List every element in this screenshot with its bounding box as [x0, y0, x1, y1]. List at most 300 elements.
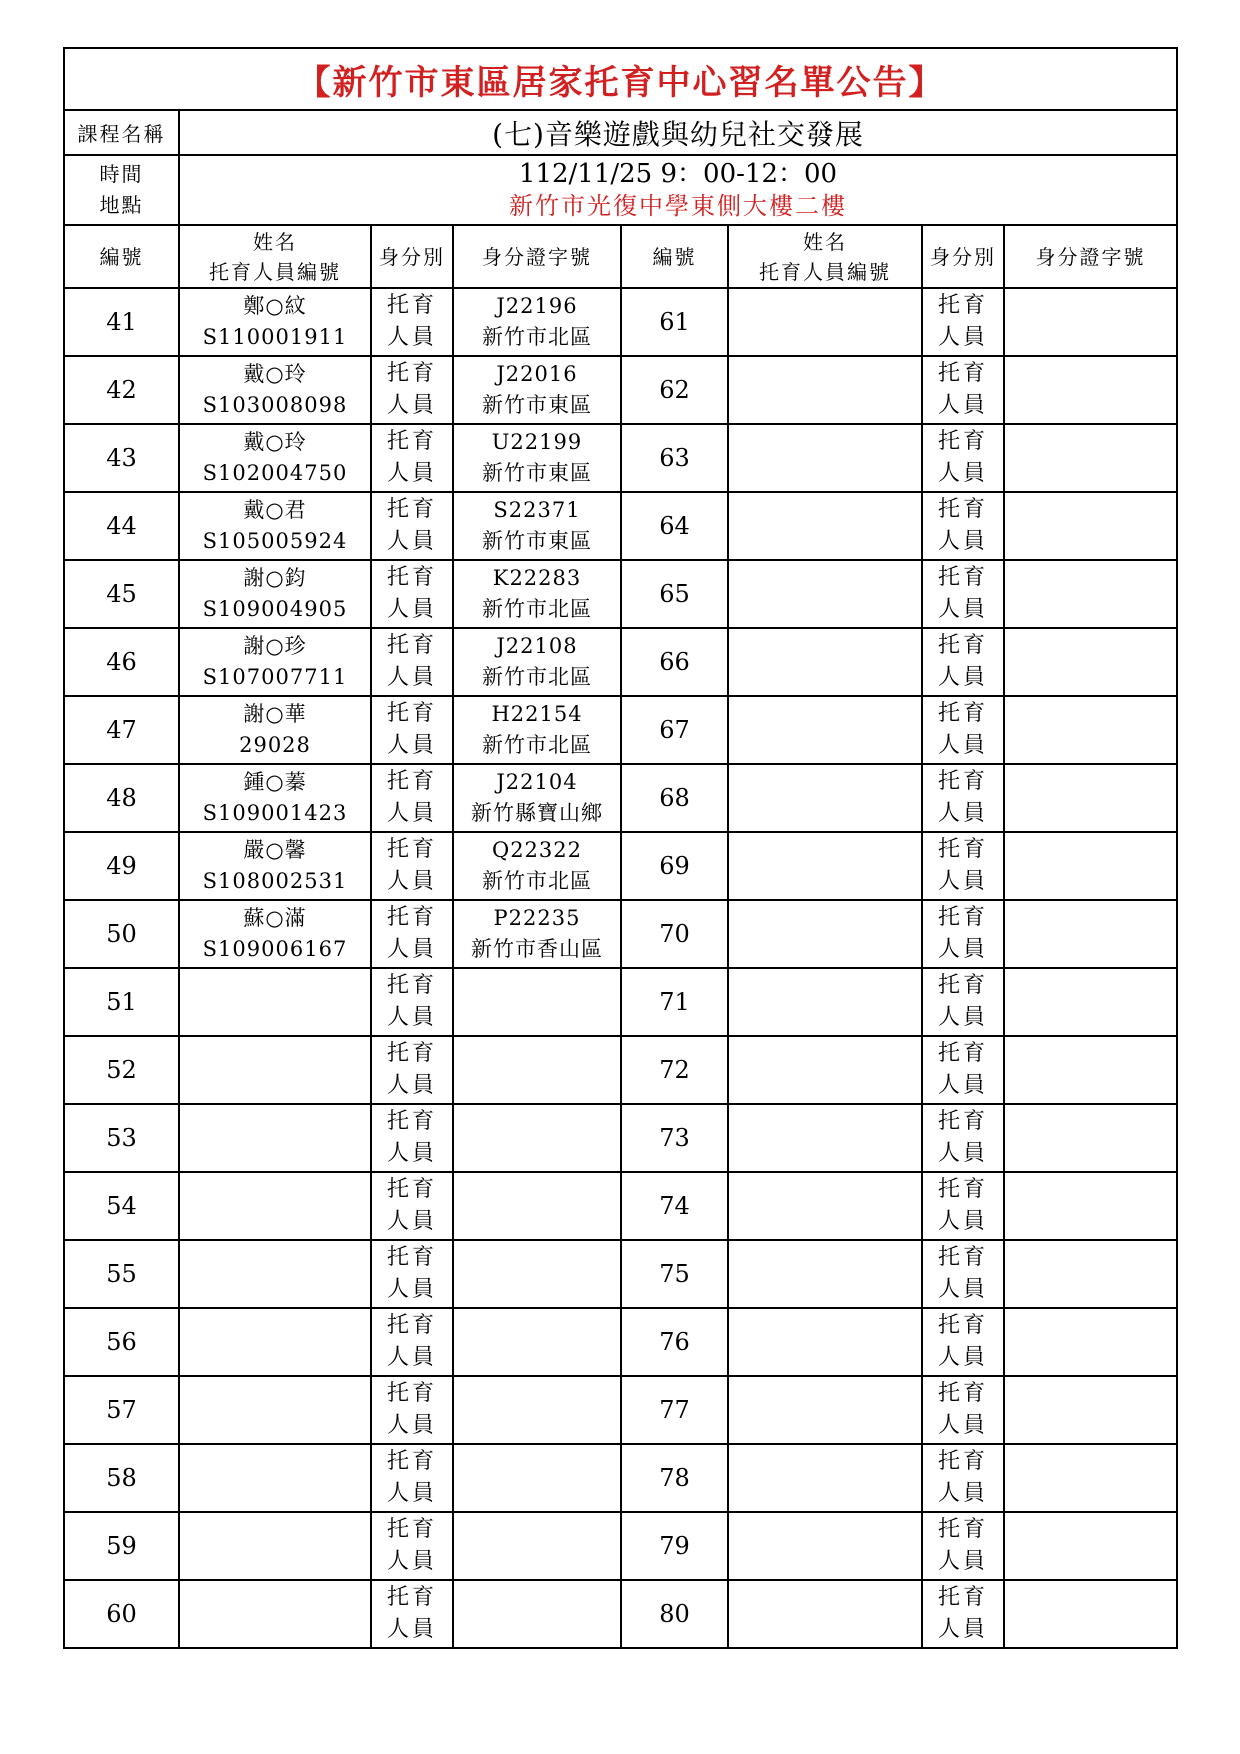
- id-number-cell-2: [1004, 764, 1177, 832]
- identity-line-1: 托育: [937, 1381, 988, 1406]
- row-number-2: 65: [621, 560, 728, 628]
- id-number: S22371: [493, 498, 581, 522]
- row-number-2: 64: [621, 492, 728, 560]
- time-label: 時間: [99, 162, 144, 186]
- identity-cell: [371, 696, 453, 764]
- identity-cell: [371, 1172, 453, 1240]
- row-number-2: 61: [621, 288, 728, 356]
- identity-cell: [371, 424, 453, 492]
- caregiver-cell: [179, 1376, 371, 1444]
- caregiver-code: S105005924: [202, 529, 348, 553]
- id-number-cell: [453, 1172, 621, 1240]
- caregiver-code: S109006167: [202, 937, 348, 961]
- caregiver-cell: [179, 696, 371, 764]
- identity-line-2: 人員: [386, 1073, 437, 1098]
- identity-line-1: 托育: [386, 565, 437, 590]
- id-number-cell-2: [1004, 628, 1177, 696]
- identity-line-1: 托育: [386, 497, 437, 522]
- identity-line-1: 托育: [937, 1245, 988, 1270]
- identity-line-2: 人員: [386, 665, 437, 690]
- header-caregiver-no-2: 托育人員編號: [759, 259, 891, 284]
- identity-cell-2: [922, 492, 1004, 560]
- row-number-2: 77: [621, 1376, 728, 1444]
- caregiver-name: 謝○珍: [243, 634, 307, 658]
- identity-line-1: 托育: [937, 633, 988, 658]
- caregiver-name: 戴○玲: [243, 430, 307, 454]
- identity-line-1: 托育: [386, 1313, 437, 1338]
- table-row: [64, 832, 1177, 900]
- caregiver-name: 戴○玲: [243, 362, 307, 386]
- row-number: 53: [64, 1104, 179, 1172]
- identity-cell: [371, 1444, 453, 1512]
- identity-line-2: 人員: [386, 1141, 437, 1166]
- caregiver-cell: [179, 1172, 371, 1240]
- identity-line-1: 托育: [386, 361, 437, 386]
- table-row: [64, 1104, 1177, 1172]
- identity-line-2: 人員: [937, 1345, 988, 1370]
- row-number-2: 70: [621, 900, 728, 968]
- session-time: 112/11/25 9：00-12：00: [518, 159, 838, 189]
- identity-cell-2: [922, 356, 1004, 424]
- id-number-cell-2: [1004, 560, 1177, 628]
- caregiver-cell: [179, 424, 371, 492]
- caregiver-cell-2: [728, 1240, 922, 1308]
- caregiver-name: 鍾○蓁: [243, 770, 307, 794]
- identity-line-2: 人員: [386, 869, 437, 894]
- row-number: 44: [64, 492, 179, 560]
- id-number: K22283: [492, 566, 582, 590]
- id-number: J22108: [496, 634, 578, 658]
- header-name: [179, 225, 371, 288]
- identity-line-2: 人員: [386, 733, 437, 758]
- identity-cell-2: [922, 968, 1004, 1036]
- id-number-cell: [453, 492, 621, 560]
- identity-line-1: 托育: [937, 293, 988, 318]
- residence-area: 新竹市北區: [482, 597, 592, 621]
- table-row: [64, 628, 1177, 696]
- row-number-2: 63: [621, 424, 728, 492]
- course-label: 課程名稱: [64, 110, 179, 155]
- caregiver-cell-2: [728, 492, 922, 560]
- identity-line-2: 人員: [937, 1005, 988, 1030]
- caregiver-code: S109004905: [202, 597, 348, 621]
- caregiver-cell: [179, 968, 371, 1036]
- identity-cell: [371, 1512, 453, 1580]
- row-number-2: 74: [621, 1172, 728, 1240]
- id-number: U22199: [491, 430, 583, 454]
- table-row: [64, 900, 1177, 968]
- table-row: [64, 1172, 1177, 1240]
- header-name-2: [728, 225, 922, 288]
- identity-line-1: 托育: [937, 837, 988, 862]
- id-number-cell-2: [1004, 1512, 1177, 1580]
- row-number-2: 72: [621, 1036, 728, 1104]
- identity-line-1: 托育: [386, 701, 437, 726]
- identity-line-2: 人員: [937, 1413, 988, 1438]
- time-location-value: [179, 155, 1177, 225]
- row-number: 57: [64, 1376, 179, 1444]
- id-number-cell-2: [1004, 1308, 1177, 1376]
- identity-line-2: 人員: [937, 1209, 988, 1234]
- identity-line-1: 托育: [937, 1041, 988, 1066]
- caregiver-code: S109001423: [202, 801, 348, 825]
- id-number-cell: [453, 1104, 621, 1172]
- identity-cell: [371, 1580, 453, 1648]
- row-number: 60: [64, 1580, 179, 1648]
- identity-line-2: 人員: [386, 1413, 437, 1438]
- identity-cell-2: [922, 900, 1004, 968]
- identity-line-2: 人員: [386, 461, 437, 486]
- caregiver-code: S107007711: [202, 665, 348, 689]
- table-row: [64, 696, 1177, 764]
- id-number-cell: [453, 900, 621, 968]
- row-number: 47: [64, 696, 179, 764]
- row-number: 56: [64, 1308, 179, 1376]
- caregiver-cell: [179, 1512, 371, 1580]
- caregiver-cell-2: [728, 1580, 922, 1648]
- caregiver-cell-2: [728, 832, 922, 900]
- header-identity-2: 身分別: [922, 225, 1004, 288]
- identity-cell: [371, 288, 453, 356]
- identity-line-2: 人員: [386, 801, 437, 826]
- id-number-cell-2: [1004, 356, 1177, 424]
- time-location-row: [64, 155, 1177, 225]
- caregiver-code: S108002531: [202, 869, 348, 893]
- residence-area: 新竹市北區: [482, 325, 592, 349]
- identity-line-2: 人員: [386, 529, 437, 554]
- caregiver-cell: [179, 764, 371, 832]
- identity-line-2: 人員: [386, 393, 437, 418]
- caregiver-cell-2: [728, 356, 922, 424]
- caregiver-cell-2: [728, 560, 922, 628]
- identity-line-2: 人員: [937, 1141, 988, 1166]
- id-number-cell-2: [1004, 288, 1177, 356]
- identity-line-1: 托育: [386, 293, 437, 318]
- identity-line-1: 托育: [386, 1177, 437, 1202]
- identity-cell-2: [922, 832, 1004, 900]
- identity-line-1: 托育: [386, 1381, 437, 1406]
- row-number: 45: [64, 560, 179, 628]
- id-number-cell: [453, 424, 621, 492]
- caregiver-cell: [179, 492, 371, 560]
- caregiver-cell-2: [728, 1104, 922, 1172]
- header-id-number: 身分證字號: [453, 225, 621, 288]
- caregiver-cell-2: [728, 1444, 922, 1512]
- caregiver-name: 鄭○紋: [243, 294, 307, 318]
- row-number-2: 80: [621, 1580, 728, 1648]
- caregiver-cell: [179, 1308, 371, 1376]
- identity-line-1: 托育: [386, 1041, 437, 1066]
- identity-cell: [371, 356, 453, 424]
- table-row: [64, 356, 1177, 424]
- identity-line-1: 托育: [937, 1177, 988, 1202]
- id-number-cell: [453, 832, 621, 900]
- identity-line-2: 人員: [937, 1073, 988, 1098]
- caregiver-cell: [179, 1444, 371, 1512]
- id-number-cell: [453, 628, 621, 696]
- caregiver-cell-2: [728, 1172, 922, 1240]
- identity-cell-2: [922, 1308, 1004, 1376]
- identity-line-1: 托育: [937, 769, 988, 794]
- row-number-2: 71: [621, 968, 728, 1036]
- identity-line-1: 托育: [937, 1449, 988, 1474]
- session-location: 新竹市光復中學東側大樓二樓: [509, 192, 847, 220]
- identity-cell: [371, 832, 453, 900]
- caregiver-cell-2: [728, 764, 922, 832]
- identity-cell-2: [922, 1240, 1004, 1308]
- identity-cell-2: [922, 1104, 1004, 1172]
- identity-line-1: 托育: [937, 701, 988, 726]
- row-number: 43: [64, 424, 179, 492]
- caregiver-cell: [179, 356, 371, 424]
- caregiver-cell-2: [728, 1036, 922, 1104]
- roster-table: [63, 47, 1178, 1649]
- caregiver-cell-2: [728, 900, 922, 968]
- id-number-cell-2: [1004, 1444, 1177, 1512]
- table-row: [64, 1580, 1177, 1648]
- row-number-2: 76: [621, 1308, 728, 1376]
- id-number: P22235: [493, 906, 581, 930]
- caregiver-name: 謝○鈞: [243, 566, 307, 590]
- identity-line-1: 托育: [386, 837, 437, 862]
- identity-line-2: 人員: [937, 597, 988, 622]
- residence-area: 新竹市北區: [482, 733, 592, 757]
- identity-cell-2: [922, 1512, 1004, 1580]
- row-number: 49: [64, 832, 179, 900]
- row-number-2: 67: [621, 696, 728, 764]
- identity-line-1: 托育: [937, 497, 988, 522]
- identity-line-1: 托育: [937, 973, 988, 998]
- page-title: 【新竹市東區居家托育中心習名單公告】: [64, 48, 1177, 110]
- identity-line-1: 托育: [386, 905, 437, 930]
- id-number-cell-2: [1004, 1036, 1177, 1104]
- identity-line-1: 托育: [386, 1109, 437, 1134]
- table-row: [64, 560, 1177, 628]
- identity-line-1: 托育: [386, 429, 437, 454]
- identity-cell: [371, 764, 453, 832]
- id-number-cell: [453, 1240, 621, 1308]
- header-identity: 身分別: [371, 225, 453, 288]
- caregiver-code: 29028: [239, 733, 311, 757]
- row-number: 59: [64, 1512, 179, 1580]
- caregiver-cell: [179, 1240, 371, 1308]
- identity-line-2: 人員: [937, 393, 988, 418]
- identity-line-2: 人員: [937, 937, 988, 962]
- row-number-2: 75: [621, 1240, 728, 1308]
- identity-cell: [371, 1308, 453, 1376]
- caregiver-cell: [179, 832, 371, 900]
- caregiver-cell-2: [728, 1376, 922, 1444]
- row-number-2: 79: [621, 1512, 728, 1580]
- row-number-2: 66: [621, 628, 728, 696]
- caregiver-cell: [179, 900, 371, 968]
- identity-line-2: 人員: [937, 801, 988, 826]
- row-number: 51: [64, 968, 179, 1036]
- header-number-2: 編號: [621, 225, 728, 288]
- row-number: 48: [64, 764, 179, 832]
- id-number: Q22322: [491, 838, 583, 862]
- identity-cell-2: [922, 1580, 1004, 1648]
- table-row: [64, 968, 1177, 1036]
- identity-line-2: 人員: [937, 1549, 988, 1574]
- table-row: [64, 424, 1177, 492]
- header-id-number-2: 身分證字號: [1004, 225, 1177, 288]
- id-number-cell: [453, 1308, 621, 1376]
- id-number-cell: [453, 764, 621, 832]
- id-number-cell: [453, 1444, 621, 1512]
- id-number-cell: [453, 696, 621, 764]
- caregiver-cell: [179, 1580, 371, 1648]
- residence-area: 新竹縣寶山鄉: [471, 801, 603, 825]
- table-row: [64, 1376, 1177, 1444]
- identity-cell: [371, 1376, 453, 1444]
- identity-cell-2: [922, 1444, 1004, 1512]
- caregiver-name: 謝○華: [243, 702, 307, 726]
- row-number: 50: [64, 900, 179, 968]
- title-row: [64, 48, 1177, 110]
- identity-line-2: 人員: [386, 1481, 437, 1506]
- identity-cell-2: [922, 1036, 1004, 1104]
- identity-line-1: 托育: [937, 565, 988, 590]
- identity-cell: [371, 492, 453, 560]
- identity-cell: [371, 1240, 453, 1308]
- column-header-row: [64, 225, 1177, 288]
- caregiver-code: S110001911: [202, 325, 348, 349]
- location-label: 地點: [99, 193, 144, 217]
- identity-line-2: 人員: [386, 597, 437, 622]
- caregiver-cell: [179, 1104, 371, 1172]
- identity-cell: [371, 900, 453, 968]
- residence-area: 新竹市香山區: [471, 937, 603, 961]
- caregiver-cell-2: [728, 696, 922, 764]
- id-number: H22154: [491, 702, 583, 726]
- identity-line-2: 人員: [386, 1005, 437, 1030]
- caregiver-cell-2: [728, 968, 922, 1036]
- id-number-cell: [453, 1580, 621, 1648]
- identity-line-1: 托育: [937, 361, 988, 386]
- identity-line-2: 人員: [937, 665, 988, 690]
- caregiver-cell-2: [728, 1512, 922, 1580]
- id-number-cell: [453, 356, 621, 424]
- caregiver-name: 戴○君: [243, 498, 307, 522]
- residence-area: 新竹市東區: [482, 461, 592, 485]
- caregiver-cell: [179, 560, 371, 628]
- identity-cell-2: [922, 696, 1004, 764]
- id-number-cell: [453, 1512, 621, 1580]
- table-row: [64, 492, 1177, 560]
- id-number-cell: [453, 560, 621, 628]
- caregiver-code: S102004750: [202, 461, 348, 485]
- id-number-cell-2: [1004, 1240, 1177, 1308]
- caregiver-cell-2: [728, 288, 922, 356]
- id-number: J22196: [496, 294, 578, 318]
- caregiver-cell: [179, 1036, 371, 1104]
- identity-line-2: 人員: [937, 1277, 988, 1302]
- identity-cell-2: [922, 288, 1004, 356]
- row-number: 46: [64, 628, 179, 696]
- identity-cell-2: [922, 424, 1004, 492]
- identity-line-2: 人員: [386, 937, 437, 962]
- table-row: [64, 1308, 1177, 1376]
- id-number-cell: [453, 1376, 621, 1444]
- course-row: [64, 110, 1177, 155]
- row-number-2: 69: [621, 832, 728, 900]
- residence-area: 新竹市北區: [482, 869, 592, 893]
- caregiver-name: 蘇○滿: [243, 906, 307, 930]
- identity-line-2: 人員: [386, 1209, 437, 1234]
- row-number-2: 78: [621, 1444, 728, 1512]
- table-row: [64, 1512, 1177, 1580]
- identity-line-2: 人員: [937, 461, 988, 486]
- id-number-cell-2: [1004, 492, 1177, 560]
- header-name-label-2: 姓名: [803, 229, 847, 254]
- identity-line-2: 人員: [386, 325, 437, 350]
- row-number: 54: [64, 1172, 179, 1240]
- identity-line-1: 托育: [937, 1109, 988, 1134]
- identity-cell: [371, 628, 453, 696]
- id-number-cell: [453, 288, 621, 356]
- header-name-label: 姓名: [253, 229, 297, 254]
- id-number-cell-2: [1004, 1172, 1177, 1240]
- table-row: [64, 1444, 1177, 1512]
- identity-cell-2: [922, 1172, 1004, 1240]
- id-number-cell-2: [1004, 900, 1177, 968]
- identity-line-1: 托育: [937, 1517, 988, 1542]
- caregiver-cell: [179, 628, 371, 696]
- identity-line-1: 托育: [386, 769, 437, 794]
- identity-cell-2: [922, 560, 1004, 628]
- row-number-2: 73: [621, 1104, 728, 1172]
- id-number-cell-2: [1004, 1376, 1177, 1444]
- row-number: 55: [64, 1240, 179, 1308]
- identity-line-2: 人員: [386, 1345, 437, 1370]
- identity-line-1: 托育: [937, 1313, 988, 1338]
- id-number-cell-2: [1004, 832, 1177, 900]
- id-number-cell-2: [1004, 1580, 1177, 1648]
- identity-line-2: 人員: [937, 869, 988, 894]
- caregiver-cell: [179, 288, 371, 356]
- identity-line-2: 人員: [937, 733, 988, 758]
- identity-line-1: 托育: [386, 1517, 437, 1542]
- row-number: 42: [64, 356, 179, 424]
- id-number-cell: [453, 1036, 621, 1104]
- identity-line-1: 托育: [386, 1245, 437, 1270]
- identity-line-2: 人員: [386, 1617, 437, 1642]
- table-row: [64, 288, 1177, 356]
- identity-line-2: 人員: [937, 529, 988, 554]
- identity-cell-2: [922, 1376, 1004, 1444]
- identity-line-2: 人員: [937, 1481, 988, 1506]
- id-number-cell-2: [1004, 968, 1177, 1036]
- table-row: [64, 1240, 1177, 1308]
- identity-cell-2: [922, 764, 1004, 832]
- identity-cell: [371, 560, 453, 628]
- identity-line-1: 托育: [937, 905, 988, 930]
- table-row: [64, 764, 1177, 832]
- identity-cell: [371, 1104, 453, 1172]
- caregiver-code: S103008098: [202, 393, 348, 417]
- identity-line-1: 托育: [386, 973, 437, 998]
- id-number-cell-2: [1004, 696, 1177, 764]
- row-number-2: 62: [621, 356, 728, 424]
- identity-line-2: 人員: [937, 1617, 988, 1642]
- identity-line-1: 托育: [386, 633, 437, 658]
- residence-area: 新竹市東區: [482, 393, 592, 417]
- identity-cell: [371, 1036, 453, 1104]
- caregiver-name: 嚴○馨: [243, 838, 307, 862]
- row-number: 41: [64, 288, 179, 356]
- row-number: 52: [64, 1036, 179, 1104]
